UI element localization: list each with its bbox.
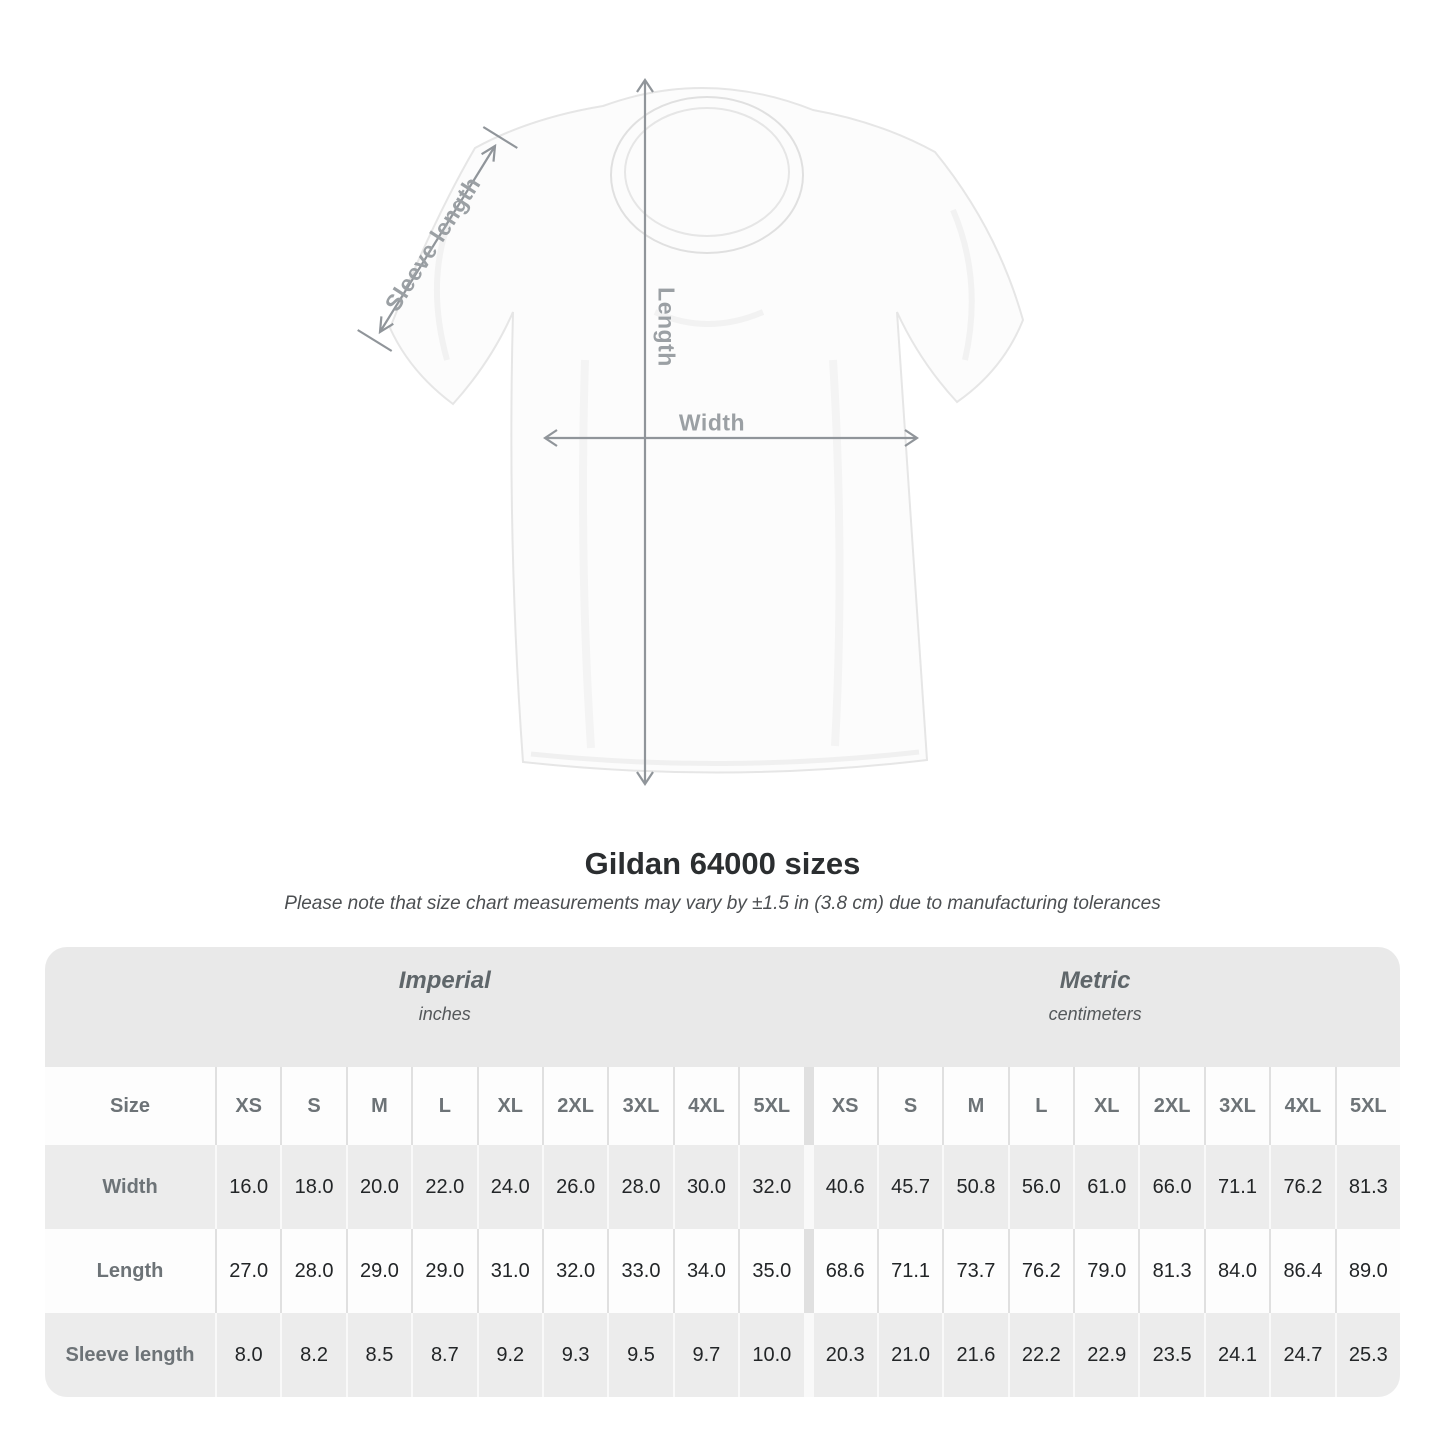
- value-cell: 35.0: [740, 1229, 803, 1313]
- value-cell: 50.8: [944, 1145, 1007, 1229]
- metric-label: Metric: [1059, 967, 1131, 994]
- value-cell: 24.1: [1206, 1313, 1269, 1397]
- size-header-row: [45, 1067, 1400, 1145]
- value-cell: 81.3: [1337, 1145, 1400, 1229]
- value-cell: 9.3: [544, 1313, 607, 1397]
- size-col-header: XL: [479, 1067, 542, 1145]
- table-row-length: [45, 1229, 1400, 1313]
- size-col-header: M: [348, 1067, 411, 1145]
- size-col-header: XS: [217, 1067, 280, 1145]
- value-cell: 27.0: [217, 1229, 280, 1313]
- size-col-header: 2XL: [544, 1067, 607, 1145]
- value-cell: 25.3: [1337, 1313, 1400, 1397]
- size-col-header: L: [413, 1067, 476, 1145]
- value-cell: 28.0: [282, 1229, 345, 1313]
- size-col-header: 5XL: [1337, 1067, 1400, 1145]
- value-cell: 71.1: [1206, 1145, 1269, 1229]
- value-cell: 8.2: [282, 1313, 345, 1397]
- value-cell: 76.2: [1010, 1229, 1073, 1313]
- sleeve-length-label: Sleeve length: [379, 171, 486, 316]
- value-cell: 32.0: [544, 1229, 607, 1313]
- section-divider: [806, 1145, 812, 1229]
- value-cell: 9.5: [609, 1313, 672, 1397]
- value-cell: 71.1: [879, 1229, 942, 1313]
- value-cell: 86.4: [1271, 1229, 1334, 1313]
- value-cell: 24.7: [1271, 1313, 1334, 1397]
- size-col-header: 4XL: [1271, 1067, 1334, 1145]
- value-cell: 68.6: [814, 1229, 877, 1313]
- value-cell: 23.5: [1140, 1313, 1203, 1397]
- size-col-header: 4XL: [675, 1067, 738, 1145]
- imperial-section-header: [399, 967, 491, 1025]
- width-label: Width: [678, 409, 746, 436]
- value-cell: 76.2: [1271, 1145, 1334, 1229]
- value-cell: 8.0: [217, 1313, 280, 1397]
- value-cell: 56.0: [1010, 1145, 1073, 1229]
- metric-section-header: [1049, 967, 1142, 1025]
- value-cell: 28.0: [609, 1145, 672, 1229]
- value-cell: 16.0: [217, 1145, 280, 1229]
- imperial-label: Imperial: [398, 967, 491, 994]
- value-cell: 21.0: [879, 1313, 942, 1397]
- value-cell: 24.0: [479, 1145, 542, 1229]
- size-corner-label: Size: [45, 1067, 215, 1145]
- value-cell: 26.0: [544, 1145, 607, 1229]
- table-row-width: [45, 1145, 1400, 1229]
- value-cell: 84.0: [1206, 1229, 1269, 1313]
- value-cell: 81.3: [1140, 1229, 1203, 1313]
- size-col-header: 5XL: [740, 1067, 803, 1145]
- size-col-header: 3XL: [609, 1067, 672, 1145]
- value-cell: 9.7: [675, 1313, 738, 1397]
- section-divider: [806, 1229, 812, 1313]
- page-title: Gildan 64000 sizes: [584, 846, 861, 881]
- inches-label: inches: [418, 1004, 471, 1024]
- value-cell: 20.0: [348, 1145, 411, 1229]
- value-cell: 73.7: [944, 1229, 1007, 1313]
- value-cell: 22.9: [1075, 1313, 1138, 1397]
- value-cell: 21.6: [944, 1313, 1007, 1397]
- value-cell: 30.0: [675, 1145, 738, 1229]
- value-cell: 9.2: [479, 1313, 542, 1397]
- value-cell: 10.0: [740, 1313, 803, 1397]
- value-cell: 22.2: [1010, 1313, 1073, 1397]
- value-cell: 45.7: [879, 1145, 942, 1229]
- value-cell: 31.0: [479, 1229, 542, 1313]
- units-header-band: [45, 947, 1400, 1067]
- value-cell: 79.0: [1075, 1229, 1138, 1313]
- size-col-header: S: [282, 1067, 345, 1145]
- section-divider: [806, 1067, 812, 1145]
- value-cell: 34.0: [675, 1229, 738, 1313]
- value-cell: 29.0: [413, 1229, 476, 1313]
- table-row-sleeve-length: [45, 1313, 1400, 1397]
- size-table: [45, 947, 1400, 1397]
- row-label: Sleeve length: [45, 1313, 215, 1397]
- value-cell: 20.3: [814, 1313, 877, 1397]
- section-divider: [806, 1313, 812, 1397]
- size-col-header: M: [944, 1067, 1007, 1145]
- row-label: Width: [45, 1145, 215, 1229]
- value-cell: 32.0: [740, 1145, 803, 1229]
- value-cell: 66.0: [1140, 1145, 1203, 1229]
- value-cell: 89.0: [1337, 1229, 1400, 1313]
- size-col-header: XL: [1075, 1067, 1138, 1145]
- size-col-header: S: [879, 1067, 942, 1145]
- value-cell: 18.0: [282, 1145, 345, 1229]
- length-label: Length: [653, 287, 680, 367]
- value-cell: 8.7: [413, 1313, 476, 1397]
- tshirt-illustration: [355, 60, 1055, 820]
- centimeters-label: centimeters: [1048, 1004, 1142, 1024]
- row-label: Length: [45, 1229, 215, 1313]
- value-cell: 29.0: [348, 1229, 411, 1313]
- value-cell: 22.0: [413, 1145, 476, 1229]
- value-cell: 40.6: [814, 1145, 877, 1229]
- size-col-header: XS: [814, 1067, 877, 1145]
- tolerance-note: Please note that size chart measurements may vary by ±1.5 in (3.8 cm) due to manufacturing tolerances: [284, 893, 1161, 914]
- size-col-header: 2XL: [1140, 1067, 1203, 1145]
- value-cell: 8.5: [348, 1313, 411, 1397]
- size-col-header: L: [1010, 1067, 1073, 1145]
- size-col-header: 3XL: [1206, 1067, 1269, 1145]
- value-cell: 33.0: [609, 1229, 672, 1313]
- value-cell: 61.0: [1075, 1145, 1138, 1229]
